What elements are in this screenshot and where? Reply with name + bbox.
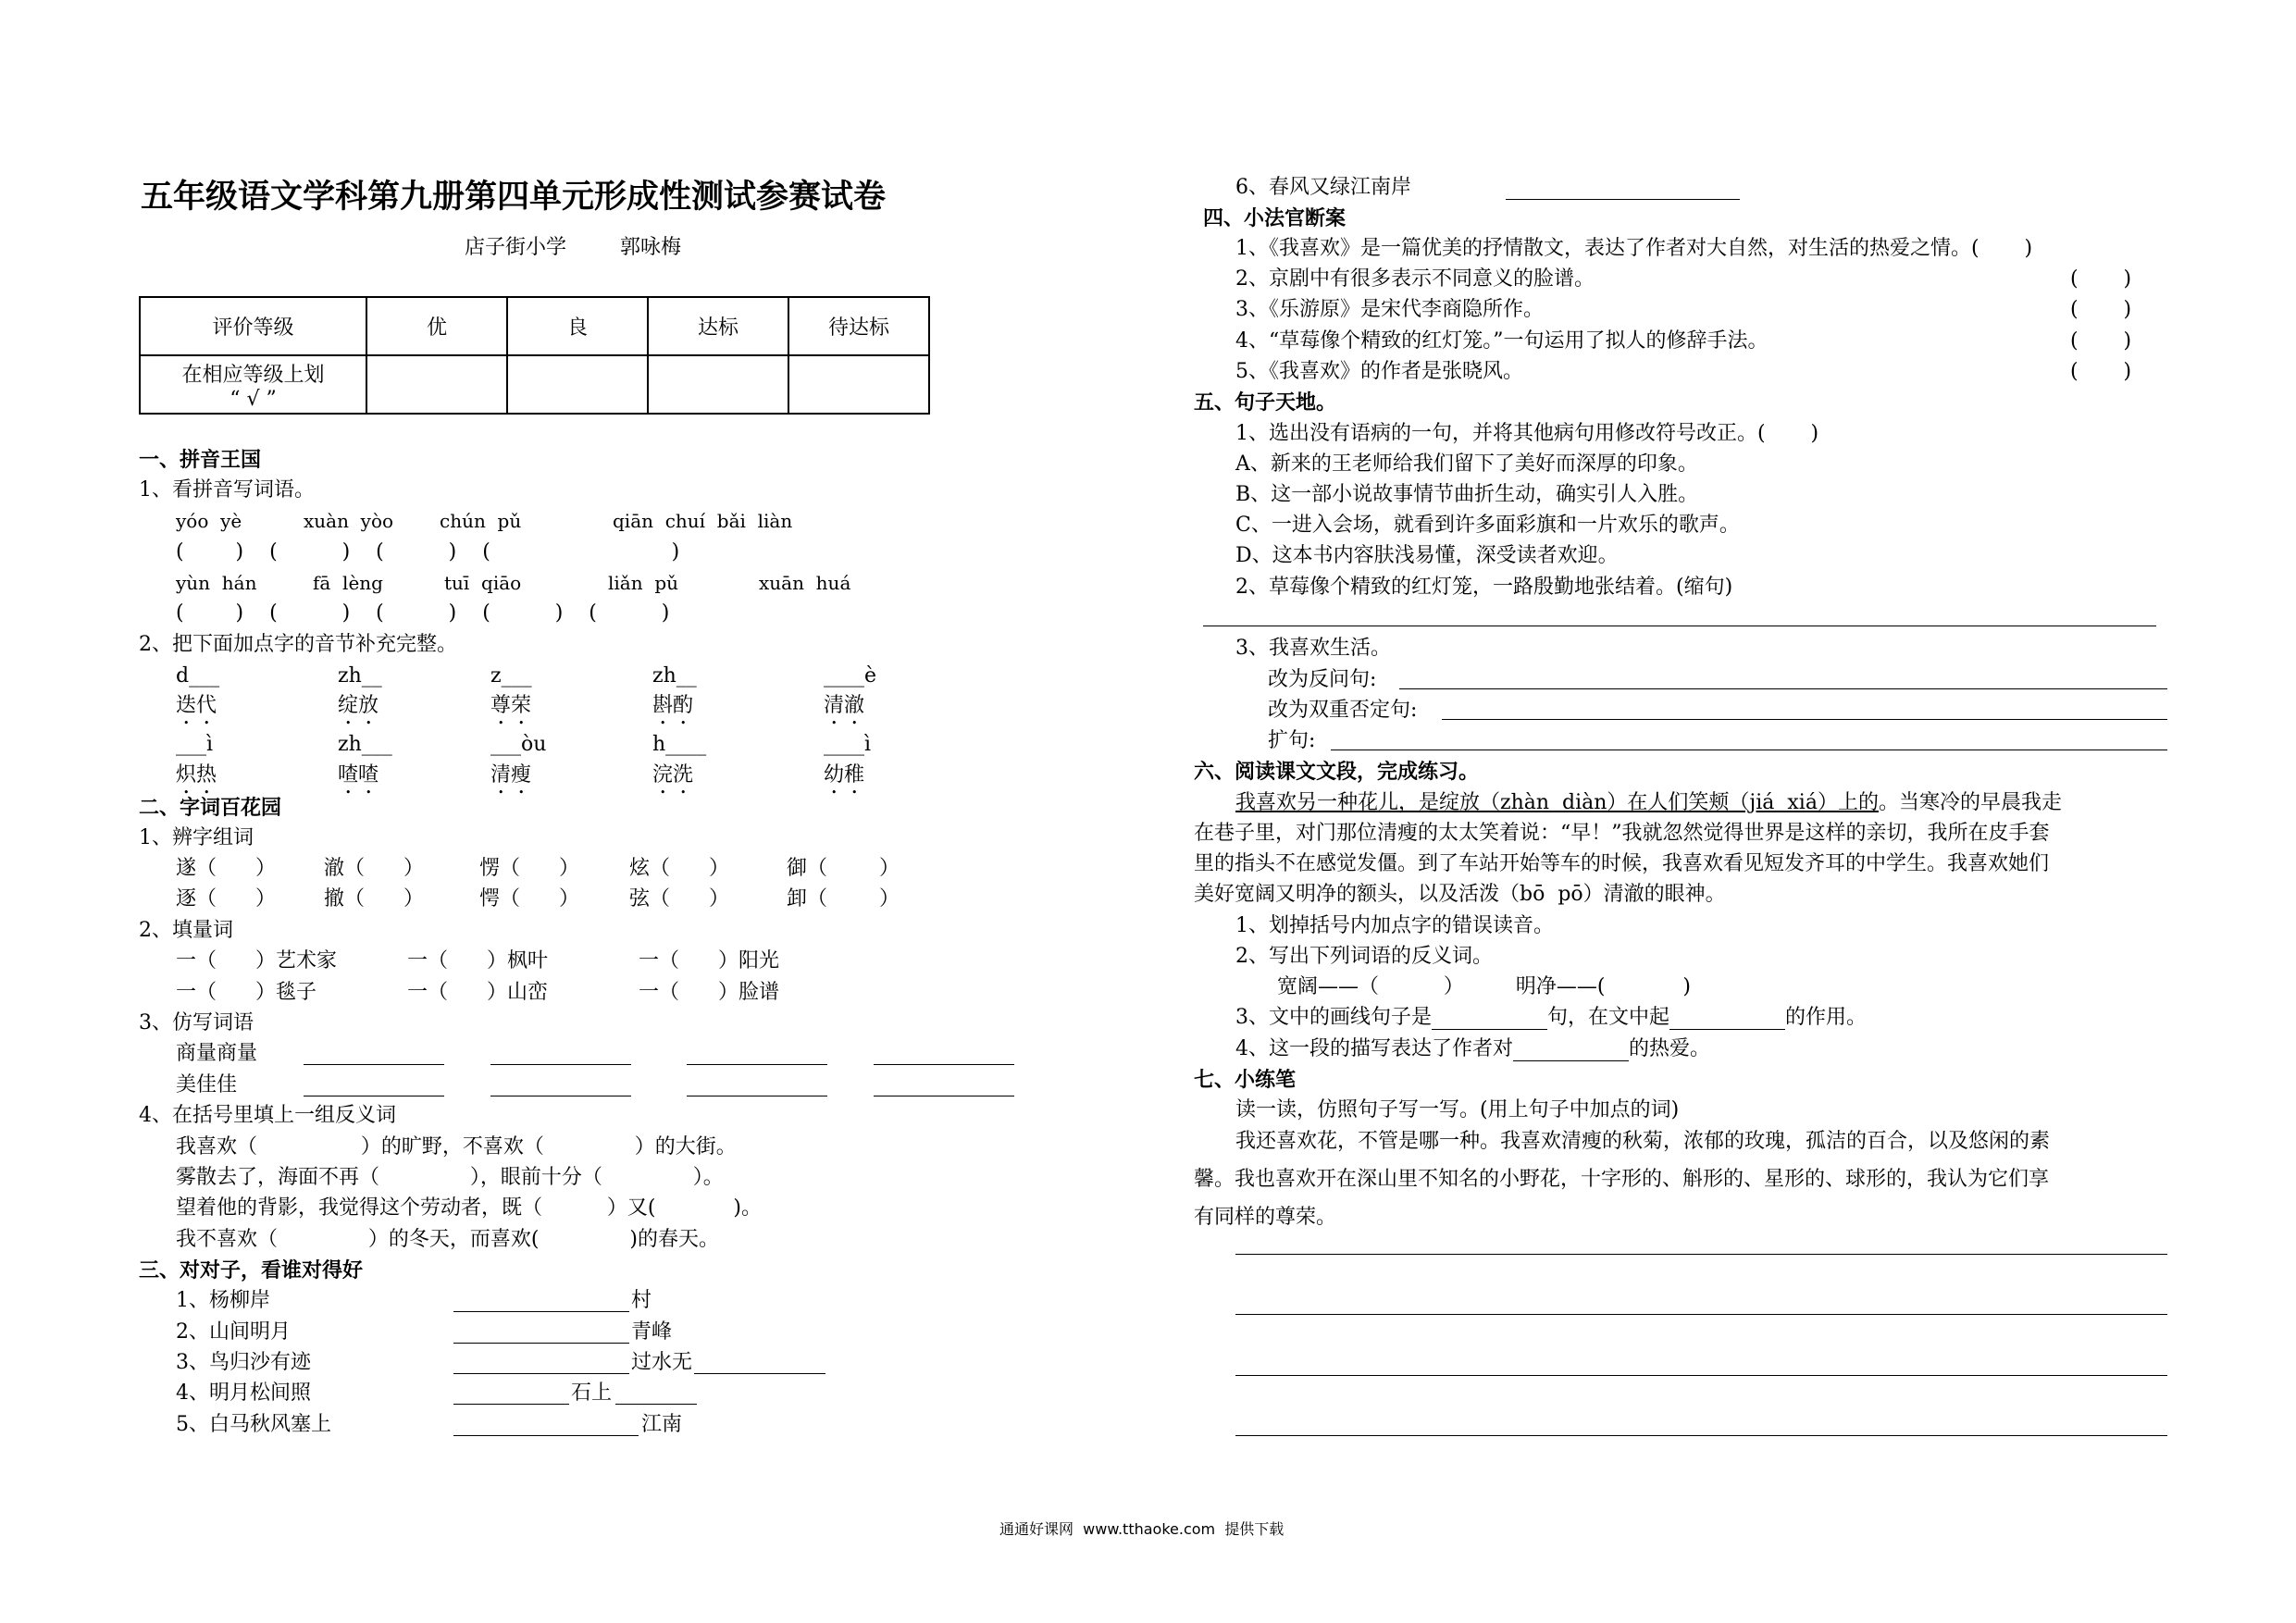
pinyin: tuī qiāo	[444, 572, 522, 594]
school-name: 店子街小学	[465, 236, 567, 259]
author-name: 郭咏梅	[620, 236, 682, 259]
answer-line[interactable]	[1442, 719, 2167, 720]
syllable[interactable]: ____ì	[824, 733, 872, 756]
s2-q2: 2、填量词	[139, 919, 233, 942]
couplet-6: 6、春风又绿江南岸	[1235, 176, 1411, 199]
answer-paren[interactable]: ( ) ( ) ( ) ( ) ( )	[176, 601, 670, 625]
grade-cell[interactable]	[507, 355, 648, 414]
measure-word[interactable]: 一（ ）艺术家	[176, 949, 337, 973]
char-group[interactable]: 澈（ ）	[324, 857, 424, 880]
dotted-word: 斟酌	[652, 694, 694, 717]
syllable[interactable]: zh___	[338, 733, 392, 756]
syllable[interactable]: zh__	[338, 664, 382, 688]
mimic-example: 美佳佳	[176, 1073, 238, 1096]
syllable[interactable]: ___ì	[176, 733, 214, 756]
writing-line[interactable]	[1235, 1314, 2167, 1315]
grade-head: 评价等级	[140, 297, 366, 355]
section-4-title: 四、小法官断案	[1203, 206, 1347, 230]
char-group[interactable]: 弦（ ）	[629, 887, 729, 911]
writing-line[interactable]	[1235, 1435, 2167, 1436]
s6-q1: 1、划掉括号内加点字的错误读音。	[1235, 914, 1554, 937]
char-group[interactable]: 逐（ ）	[176, 887, 276, 911]
passage-line: 在巷子里，对门那位清瘦的太太笑着说：“早！”我就忽然觉得世界是这样的亲切，我所在皮手套	[1194, 822, 2050, 845]
s7-instruction: 读一读，仿照句子写一写。(用上句子中加点的词)	[1235, 1098, 1680, 1121]
answer-blank[interactable]	[1669, 1009, 1785, 1030]
couplet-label: 2、山间明月	[176, 1320, 291, 1344]
answer-line[interactable]	[453, 1343, 629, 1344]
s5-q3b: 改为双重否定句:	[1268, 699, 1418, 722]
sentence-option: A、新来的王老师给我们留下了美好而深厚的印象。	[1235, 452, 1698, 476]
grade-level: 优	[366, 297, 507, 355]
model-text: 馨。我也喜欢开在深山里不知名的小野花，十字形的、斛形的、星形的、球形的，我认为它们享	[1194, 1168, 2050, 1191]
s5-q3a: 改为反问句:	[1268, 668, 1377, 691]
section-7-title: 七、小练笔	[1194, 1068, 1297, 1092]
antonym-sentence[interactable]: 我喜欢（ ）的旷野，不喜欢（ ）的大街。	[176, 1135, 737, 1158]
antonym-sentence[interactable]: 我不喜欢（ ）的冬天，而喜欢( )的春天。	[176, 1228, 719, 1251]
answer-line[interactable]	[453, 1435, 639, 1436]
char-group[interactable]: 卸（ ）	[787, 887, 900, 911]
grade-level: 待达标	[788, 297, 929, 355]
s5-q2: 2、草莓像个精致的红灯笼，一路殷勤地张结着。(缩句)	[1235, 576, 1733, 599]
couplet-text: 江南	[641, 1413, 683, 1436]
dotted-word: 清瘦	[490, 763, 532, 787]
mimic-example: 商量商量	[176, 1042, 258, 1065]
char-group[interactable]: 愣（ ）	[479, 857, 579, 880]
dotted-word: 绽放	[338, 694, 379, 717]
syllable[interactable]: h____	[652, 733, 707, 756]
s6-q2-antonyms[interactable]: 宽阔——（ ） 明净——( )	[1277, 975, 1691, 998]
page-title: 五年级语文学科第九册第四单元形成性测试参赛试卷	[141, 178, 887, 216]
pinyin: liǎn pǔ	[608, 572, 678, 594]
grade-cell[interactable]	[366, 355, 507, 414]
syllable[interactable]: zh__	[652, 664, 697, 688]
char-group[interactable]: 撤（ ）	[324, 887, 424, 911]
dotted-word: 幼稚	[824, 763, 865, 787]
judge-item: 5、《我喜欢》的作者是张晓风。	[1235, 360, 1523, 383]
couplet-label: 5、白马秋风塞上	[176, 1413, 331, 1436]
sentence-option: D、这本书内容肤浅易懂，深受读者欢迎。	[1235, 544, 1619, 567]
measure-word[interactable]: 一（ ）脸谱	[639, 981, 779, 1004]
syllable[interactable]: z___	[490, 664, 532, 688]
antonym-sentence[interactable]: 雾散去了，海面不再（ ），眼前十分（ ）。	[176, 1166, 724, 1189]
dotted-word: 迭代	[176, 694, 217, 717]
grade-instruction: 在相应等级上划 “ √ ”	[140, 355, 366, 414]
footer-credit: 通通好课网 www.tthaoke.com 提供下载	[999, 1520, 1285, 1538]
s1-q2: 2、把下面加点字的音节补充完整。	[139, 633, 457, 656]
judge-paren[interactable]: ( )	[2070, 298, 2132, 321]
couplet-text: 村	[631, 1289, 652, 1312]
s5-q3: 3、我喜欢生活。	[1235, 637, 1391, 660]
answer-line[interactable]	[304, 1064, 444, 1065]
dotted-word: 清澈	[824, 694, 865, 717]
answer-line[interactable]	[1506, 199, 1740, 200]
pinyin: yóo yè	[176, 510, 242, 532]
s2-q3: 3、仿写词语	[139, 1011, 254, 1035]
sentence-option: B、这一部小说故事情节曲折生动，确实引人入胜。	[1235, 483, 1699, 506]
measure-word[interactable]: 一（ ）山峦	[407, 981, 548, 1004]
s6-q3: 3、文中的画线句子是 句，在文中起 的作用。	[1235, 1006, 1868, 1029]
judge-paren[interactable]: ( )	[2070, 329, 2132, 353]
couplet-label: 3、鸟归沙有迹	[176, 1351, 311, 1374]
measure-word[interactable]: 一（ ）枫叶	[407, 949, 548, 973]
char-group[interactable]: 愕（ ）	[479, 887, 579, 911]
char-group[interactable]: 御（ ）	[787, 857, 900, 880]
dotted-word: 浣洗	[652, 763, 694, 787]
pinyin: qiān chuí bǎi liàn	[613, 510, 793, 532]
section-6-title: 六、阅读课文文段，完成练习。	[1194, 760, 1480, 784]
section-2-title: 二、字词百花园	[139, 796, 282, 820]
char-group[interactable]: 炫（ ）	[629, 857, 729, 880]
answer-line[interactable]	[490, 1064, 631, 1065]
passage-line: 里的指头不在感觉发僵。到了车站开始等车的时候，我喜欢看见短发齐耳的中学生。我喜欢她们	[1194, 852, 2050, 875]
s6-q4: 4、这一段的描写表达了作者对 的热爱。	[1235, 1037, 1711, 1060]
s1-q1: 1、看拼音写词语。	[139, 478, 315, 502]
answer-line[interactable]	[694, 1373, 825, 1374]
model-text: 有同样的尊荣。	[1194, 1206, 1337, 1229]
grade-level: 良	[507, 297, 648, 355]
s2-q1: 1、辨字组词	[139, 826, 254, 849]
dotted-word: 炽热	[176, 763, 217, 787]
measure-word[interactable]: 一（ ）阳光	[639, 949, 779, 973]
sentence-option: C、一进入会场，就看到许多面彩旗和一片欢乐的歌声。	[1235, 514, 1740, 537]
grade-level: 达标	[648, 297, 788, 355]
answer-line[interactable]	[615, 1404, 697, 1405]
passage-line: 我喜欢另一种花儿，是绽放（zhàn diàn）在人们笑颊（jiá xiá）上的。当寒冷的早晨我走	[1235, 791, 2062, 814]
answer-blank[interactable]	[1513, 1040, 1629, 1061]
pinyin: yùn hán	[176, 572, 257, 594]
judge-paren[interactable]: ( )	[2070, 267, 2132, 291]
pinyin: chún pǔ	[440, 510, 522, 532]
answer-paren[interactable]: ( ) ( ) ( ) ( )	[176, 540, 680, 564]
s5-q3c: 扩句:	[1268, 729, 1316, 752]
writing-line[interactable]	[1235, 1254, 2167, 1255]
answer-line[interactable]	[453, 1373, 629, 1374]
couplet-text: 石上	[571, 1381, 613, 1405]
section-1-title: 一、拼音王国	[139, 448, 262, 472]
judge-item: 2、京剧中有很多表示不同意义的脸谱。	[1235, 267, 1595, 291]
couplet-text: 青峰	[631, 1320, 673, 1344]
s6-q2: 2、写出下列词语的反义词。	[1235, 945, 1493, 968]
grade-cell[interactable]	[788, 355, 929, 414]
passage-line: 美好宽阔又明净的额头，以及活泼（bō pō）清澈的眼神。	[1194, 883, 1726, 906]
couplet-text: 过水无	[631, 1351, 693, 1374]
answer-line[interactable]	[1399, 688, 2167, 689]
judge-item: 3、《乐游原》是宋代李商隐所作。	[1235, 298, 1544, 321]
dotted-word: 喳喳	[338, 763, 379, 787]
measure-word[interactable]: 一（ ）毯子	[176, 981, 316, 1004]
judge-item: 4、“草莓像个精致的红灯笼。”一句运用了拟人的修辞手法。	[1235, 329, 1769, 353]
answer-line[interactable]	[453, 1404, 569, 1405]
syllable[interactable]: ____è	[824, 664, 877, 688]
section-3-title: 三、对对子，看谁对得好	[139, 1258, 364, 1282]
grade-table	[139, 296, 930, 415]
answer-line[interactable]	[453, 1311, 629, 1312]
pinyin: fā lèng	[313, 572, 383, 594]
dotted-word: 尊荣	[490, 694, 532, 717]
pinyin: xuàn yòo	[304, 510, 394, 532]
couplet-label: 4、明月松间照	[176, 1381, 311, 1405]
answer-line[interactable]	[687, 1064, 827, 1065]
syllable[interactable]: d___	[176, 664, 220, 688]
couplet-label: 1、杨柳岸	[176, 1289, 270, 1312]
judge-item: 1、《我喜欢》是一篇优美的抒情散文，表达了作者对大自然，对生活的热爱之情。( )	[1235, 237, 2033, 260]
char-group[interactable]: 遂（ ）	[176, 857, 276, 880]
syllable[interactable]: ___òu	[490, 733, 547, 756]
underlined-sentence: 我喜欢另一种花儿，是绽放（zhàn diàn）在人们笑颊（jiá xiá）上的	[1235, 791, 1879, 814]
s2-q4: 4、在括号里填上一组反义词	[139, 1104, 396, 1127]
judge-paren[interactable]: ( )	[2070, 360, 2132, 383]
model-text: 我还喜欢花，不管是哪一种。我喜欢清瘦的秋菊，浓郁的玫瑰，孤洁的百合，以及悠闲的素	[1235, 1130, 2051, 1153]
answer-line[interactable]	[874, 1064, 1014, 1065]
antonym-sentence[interactable]: 望着他的背影，我觉得这个劳动者，既（ ）又( )。	[176, 1196, 763, 1220]
answer-blank[interactable]	[1432, 1009, 1547, 1030]
writing-line[interactable]	[1235, 1375, 2167, 1376]
grade-cell[interactable]	[648, 355, 788, 414]
section-5-title: 五、句子天地。	[1194, 390, 1337, 415]
s5-q1: 1、选出没有语病的一句，并将其他病句用修改符号改正。( )	[1235, 422, 1819, 445]
pinyin: xuān huá	[759, 572, 851, 594]
